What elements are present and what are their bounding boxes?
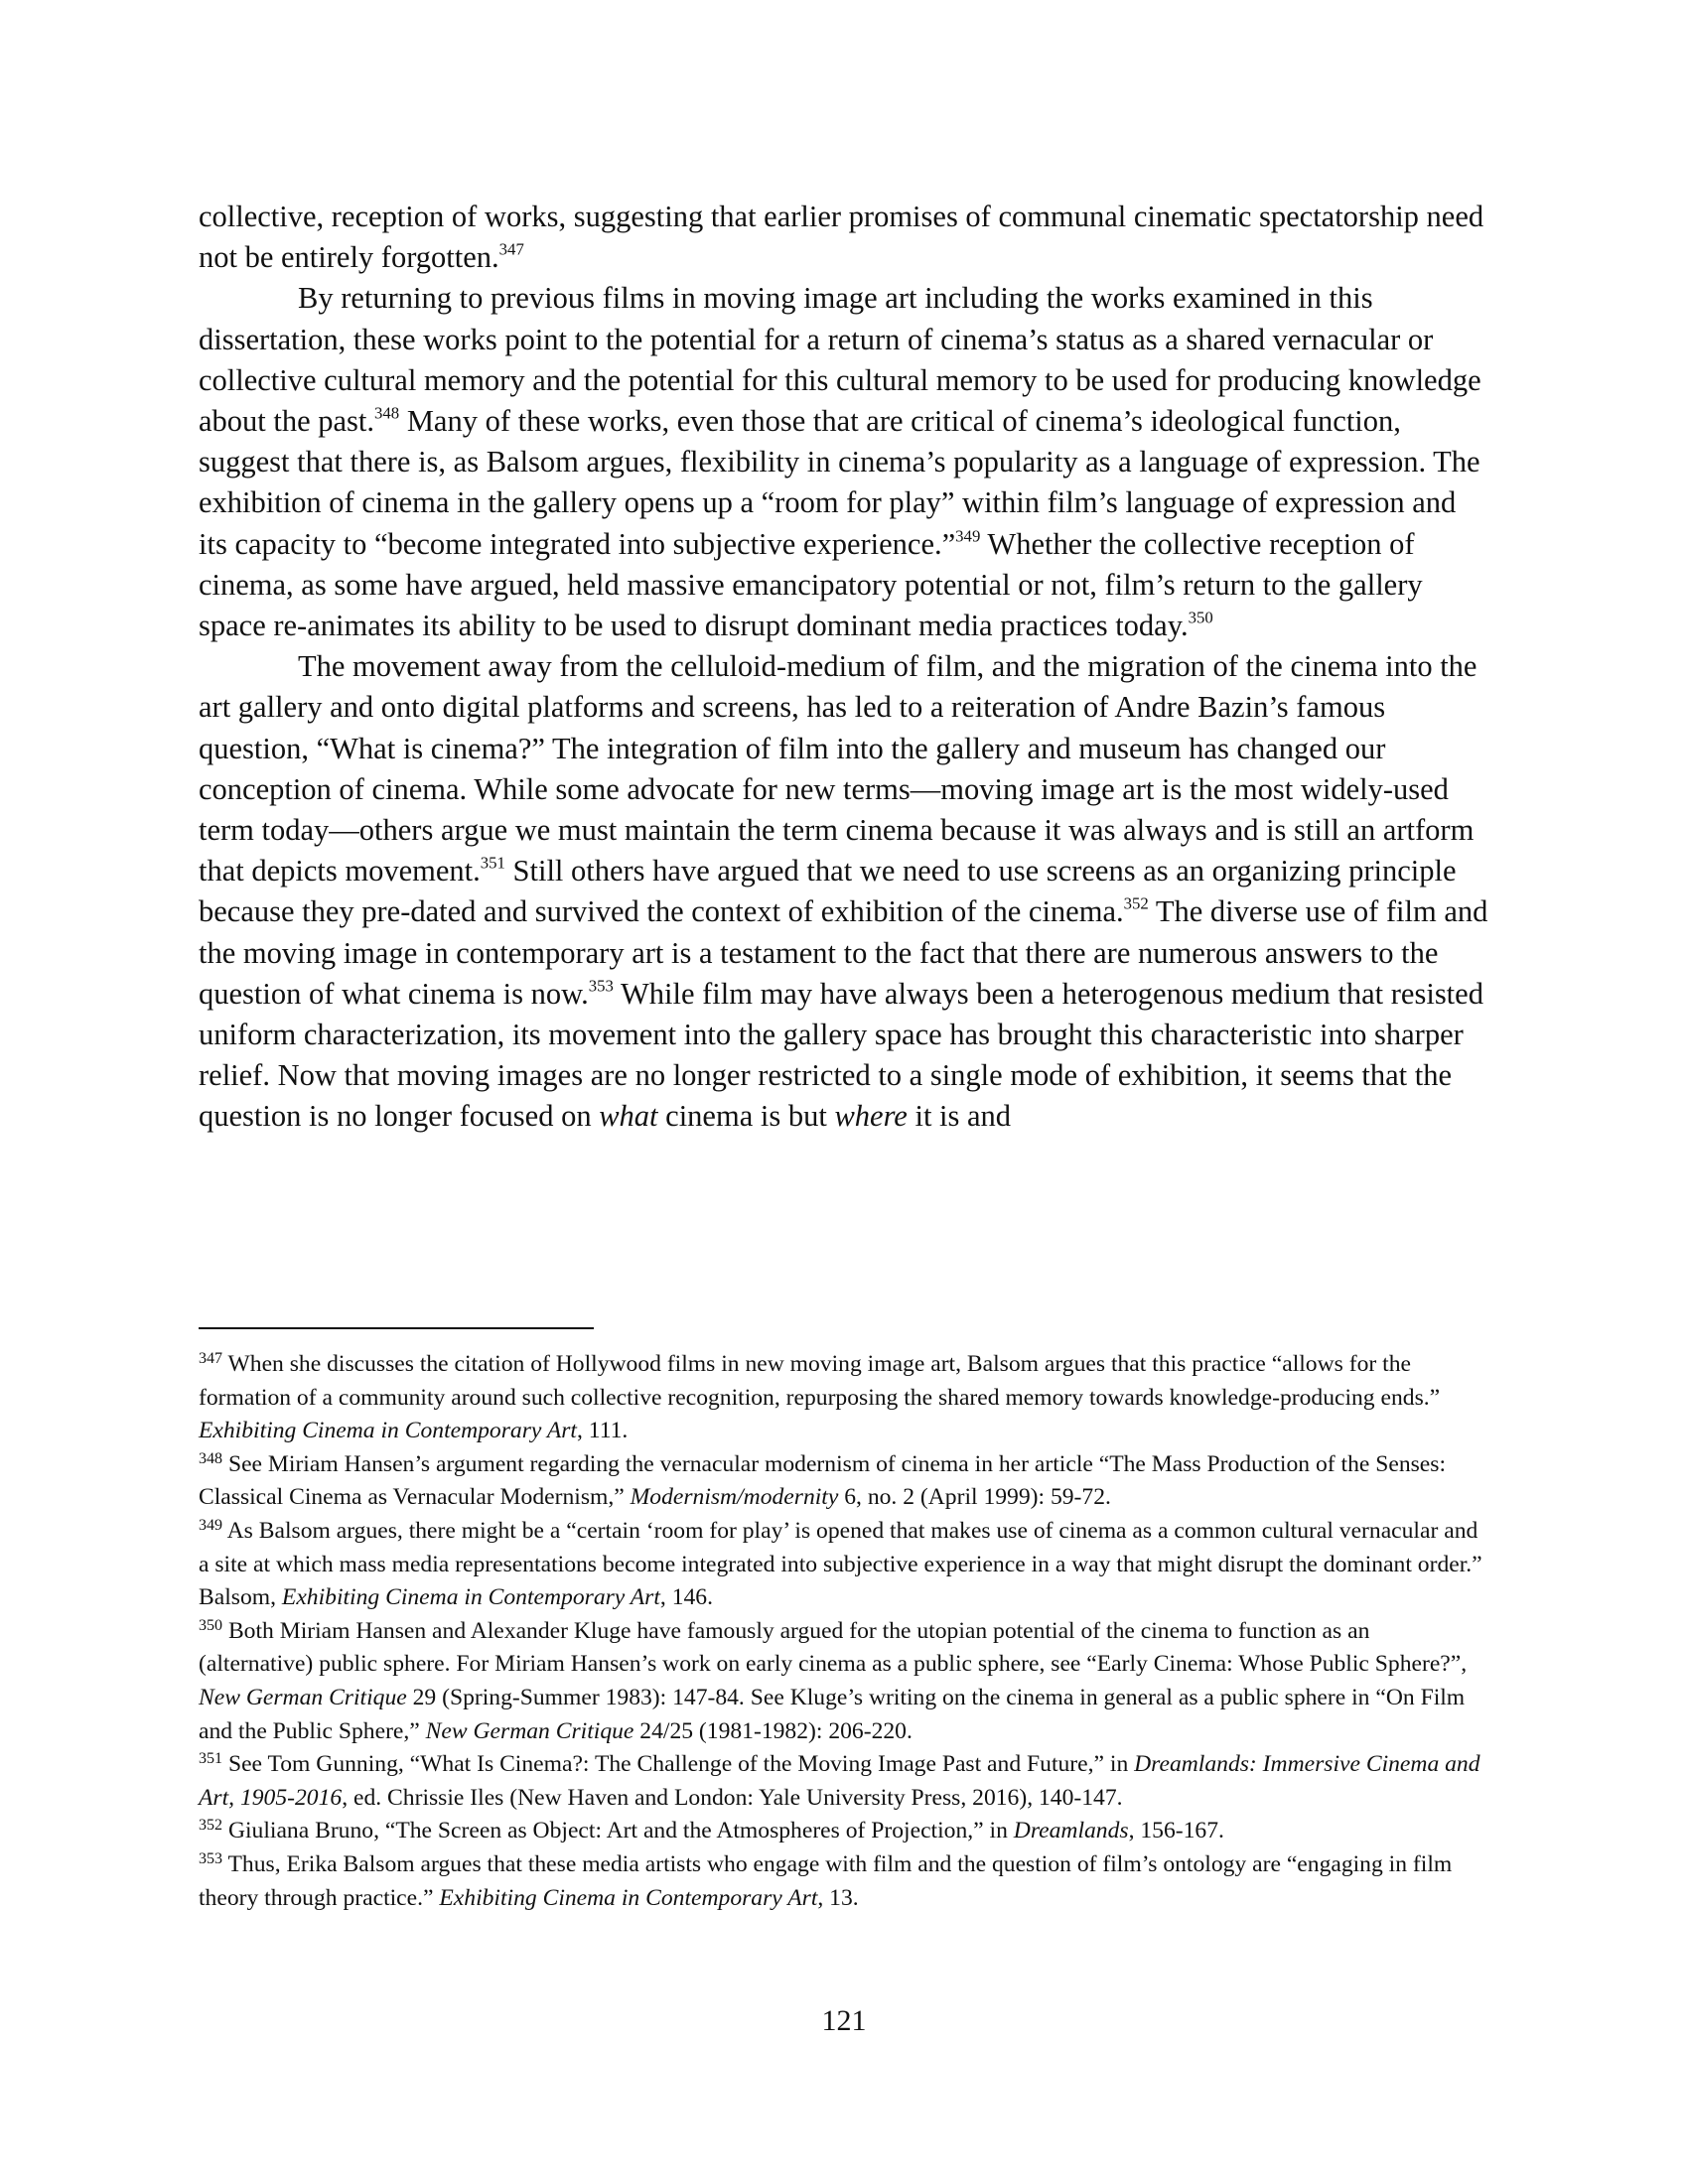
footnote-number: 349 bbox=[199, 1516, 223, 1534]
text: Many of these works, even those that are critical of cinema’s ideological function, suggest that there is, as Balsom argues, flexibility in cinema’s popularity as a language of expression. The exhibition of cinema in the gallery opens up a “room for play” within film’s language of expression and its capacity to “become integrated into subjective experience.” bbox=[199, 404, 1480, 561]
footnote-number: 351 bbox=[199, 1750, 223, 1768]
footnote-ref[interactable]: 349 bbox=[955, 526, 981, 546]
text: Thus, Erika Balsom argues that these media artists who engage with film and the question of film’s ontology are “engaging in film theory through practice.” bbox=[199, 1850, 1453, 1911]
text: , 13. bbox=[817, 1884, 859, 1911]
footnote-348 bbox=[199, 1448, 1489, 1515]
text: , 111. bbox=[576, 1418, 629, 1444]
footnote-347 bbox=[199, 1348, 1489, 1448]
footnote-ref[interactable]: 347 bbox=[498, 239, 524, 259]
text: By returning to previous films in moving image art including the works examined in this dissertation, these works point to the potential for a return of cinema’s status as a shared vernacular or collective cultural memory and the potential for this cultural memory to be used for producing knowledge about the past. bbox=[199, 281, 1481, 439]
text: See Tom Gunning, “What Is Cinema?: The Challenge of the Moving Image Past and Future,” in bbox=[222, 1751, 1135, 1778]
text: collective, reception of works, suggesting that earlier promises of communal cinematic spectatorship need not be entirely forgotten. bbox=[199, 200, 1484, 275]
emphasis: Dreamlands: Immersive Cinema and Art, 1905-2016 bbox=[199, 1751, 1480, 1811]
footnote-350 bbox=[199, 1615, 1489, 1748]
emphasis: New German Critique bbox=[425, 1717, 634, 1744]
text: The movement away from the celluloid-medium of film, and the migration of the cinema into the art gallery and onto digital platforms and screens, has led to a reiteration of Andre Bazin’s famous question, “What is cinema?” The integration of film into the gallery and museum has changed our conception of cinema. While some advocate for new terms—moving image art is the most widely-used term today—others argue we must maintain the term cinema because it was always and is still an artform that depicts movement. bbox=[199, 649, 1477, 888]
paragraph-movement bbox=[199, 646, 1489, 1137]
footnote-number: 347 bbox=[199, 1349, 223, 1367]
footnote-ref[interactable]: 351 bbox=[480, 853, 505, 873]
text: Still others have argued that we need to use screens as an organizing principle because they pre-dated and survived the context of exhibition of the cinema. bbox=[199, 854, 1457, 929]
paragraph-returning bbox=[199, 278, 1489, 646]
text: Whether the collective reception of cinema, as some have argued, held massive emancipatory potential or not, film’s return to the gallery space re-animates its ability to be used to disrupt dominant media practices today. bbox=[199, 526, 1423, 643]
paragraph-continuation bbox=[199, 197, 1489, 278]
footnote-351 bbox=[199, 1748, 1489, 1815]
text: , 156-167. bbox=[1128, 1818, 1224, 1844]
text: Both Miriam Hansen and Alexander Kluge have famously argued for the utopian potential of the cinema to function as an (alternative) public sphere. For Miriam Hansen’s work on early cinema as a public sphere, see “Early Cinema: Whose Public Sphere?”, bbox=[199, 1617, 1468, 1678]
emphasis: Modernism/modernity bbox=[630, 1484, 839, 1511]
footnotes bbox=[199, 1348, 1489, 1915]
text: 24/25 (1981-1982): 206-220. bbox=[633, 1717, 913, 1744]
text: , 146. bbox=[659, 1584, 713, 1611]
text: Giuliana Bruno, “The Screen as Object: Art and the Atmospheres of Projection,” in bbox=[222, 1818, 1014, 1844]
footnote-separator bbox=[199, 1327, 594, 1329]
footnote-ref[interactable]: 353 bbox=[588, 976, 614, 996]
emphasis: what bbox=[599, 1099, 658, 1134]
text: See Miriam Hansen’s argument regarding the vernacular modernism of cinema in her article “The Mass Production of the Senses: Classical Cinema as Vernacular Modernism,” bbox=[199, 1450, 1447, 1511]
footnote-number: 352 bbox=[199, 1817, 223, 1835]
emphasis: Exhibiting Cinema in Contemporary Art bbox=[439, 1884, 818, 1911]
text: While film may have always been a heterogenous medium that resisted uniform characterization, its movement into the gallery space has brought this characteristic into sharper relief. Now that moving images are no longer restricted to a single mode of exhibition, it seems that the question is no longer focused on bbox=[199, 976, 1483, 1134]
emphasis: New German Critique bbox=[199, 1684, 407, 1710]
footnote-ref[interactable]: 350 bbox=[1188, 608, 1213, 627]
text: cinema is but bbox=[657, 1099, 835, 1134]
footnote-349 bbox=[199, 1515, 1489, 1615]
footnote-ref[interactable]: 352 bbox=[1123, 893, 1149, 913]
page-number: 121 bbox=[821, 2004, 867, 2037]
emphasis: Dreamlands bbox=[1013, 1818, 1129, 1844]
text: 6, no. 2 (April 1999): 59-72. bbox=[838, 1484, 1111, 1511]
text: , ed. Chrissie Iles (New Haven and London: Yale University Press, 2016), 140-147. bbox=[342, 1784, 1123, 1811]
body-text bbox=[199, 197, 1489, 1138]
emphasis: Exhibiting Cinema in Contemporary Art bbox=[281, 1584, 660, 1611]
emphasis: where bbox=[834, 1099, 908, 1134]
footnote-number: 348 bbox=[199, 1449, 223, 1467]
footnote-352 bbox=[199, 1815, 1489, 1848]
text: When she discusses the citation of Hollywood films in new moving image art, Balsom argues that this practice “allows for the formation of a community around such collective recognition, repurposing the shared memory towards knowledge-producing ends.” bbox=[199, 1351, 1441, 1411]
text: 29 (Spring-Summer 1983): 147-84. See Kluge’s writing on the cinema in general as a public sphere in “On Film and the Public Sphere,” bbox=[199, 1684, 1466, 1744]
footnote-353 bbox=[199, 1848, 1489, 1915]
footnote-ref[interactable]: 348 bbox=[374, 403, 400, 423]
text: The diverse use of film and the moving image in contemporary art is a testament to the fact that there are numerous answers to the question of what cinema is now. bbox=[199, 894, 1488, 1011]
text: As Balsom argues, there might be a “certain ‘room for play’ is opened that makes use of cinema as a common cultural vernacular and a site at which mass media representations become integrated into subjective experience in a way that might disrupt the dominant order.” Balsom, bbox=[199, 1517, 1482, 1611]
text: it is and bbox=[907, 1099, 1012, 1134]
footnote-number: 353 bbox=[199, 1849, 223, 1867]
footnote-number: 350 bbox=[199, 1616, 223, 1634]
emphasis: Exhibiting Cinema in Contemporary Art bbox=[199, 1418, 577, 1444]
